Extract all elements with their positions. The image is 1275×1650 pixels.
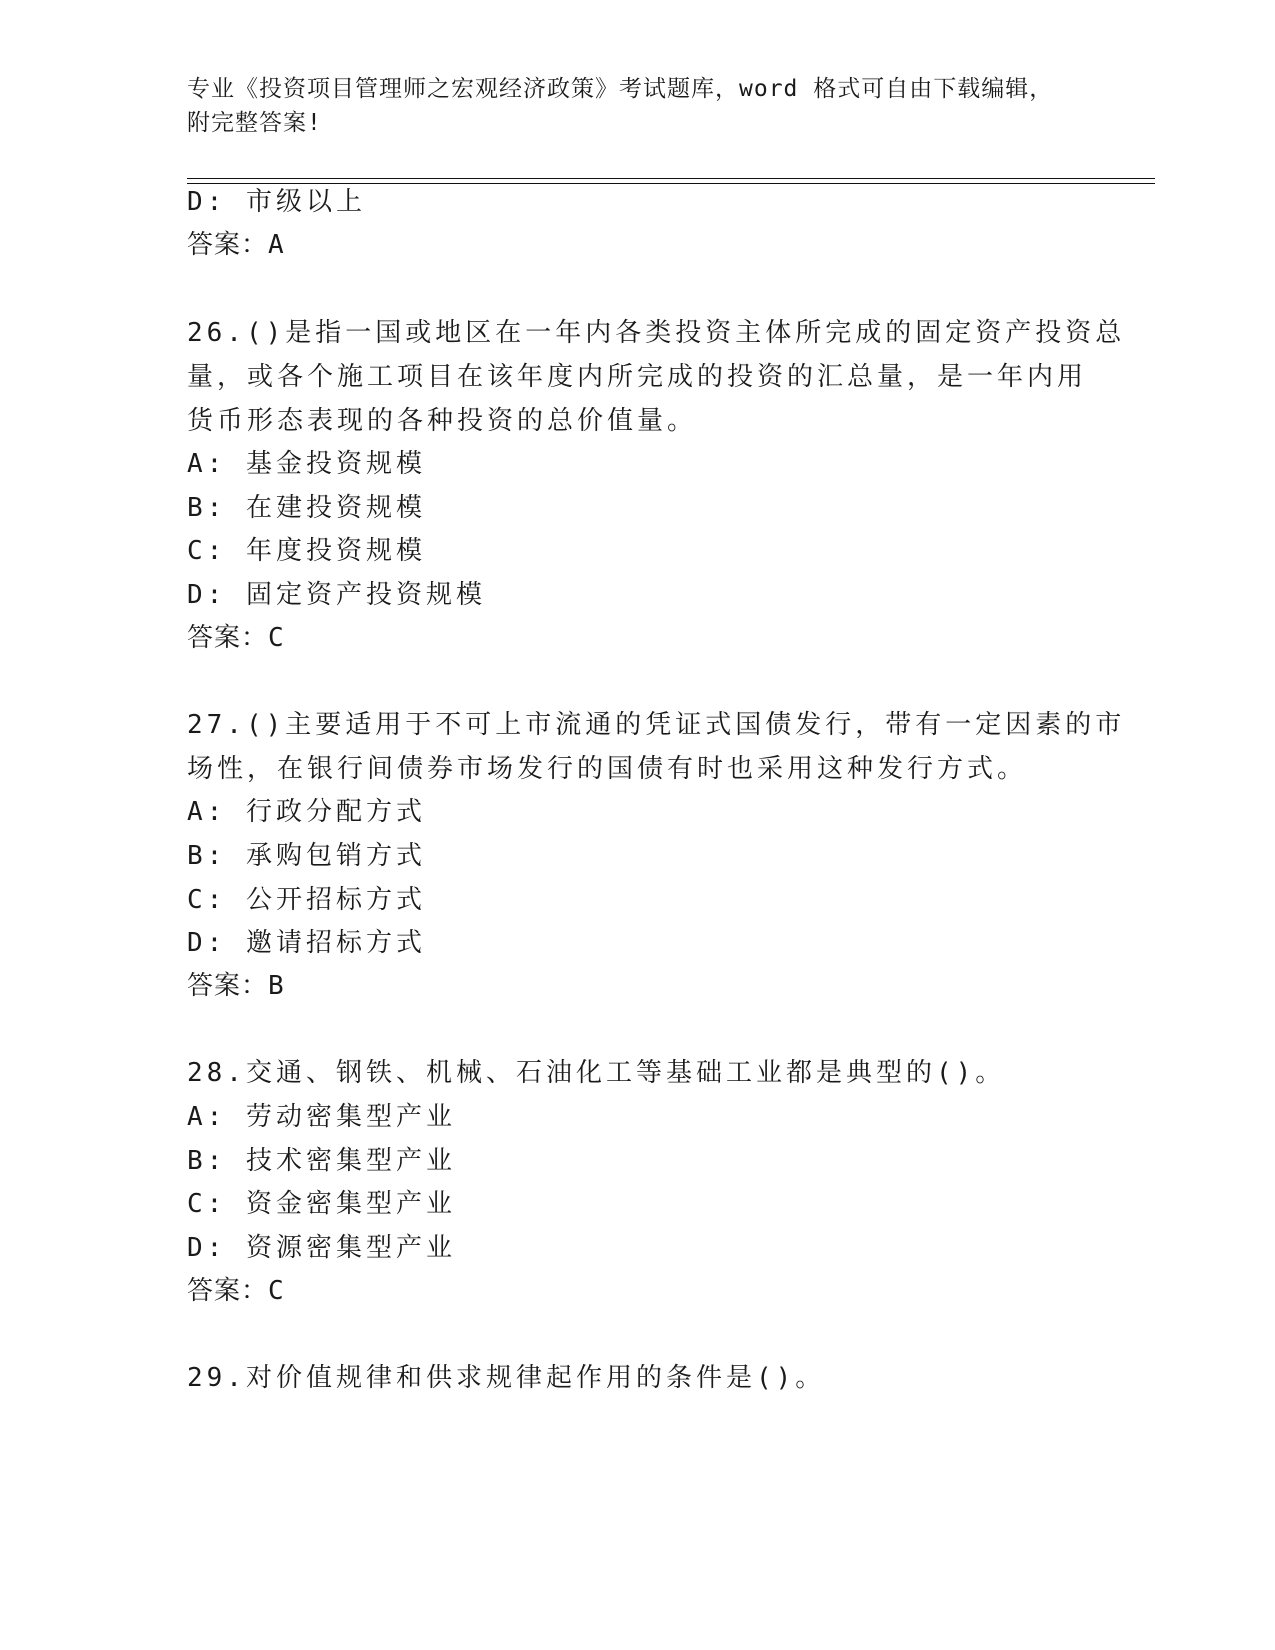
q27-answer: 答案：B — [187, 971, 285, 1001]
q27-option-a: A: 行政分配方式 — [187, 797, 426, 827]
q29-stem-line-1: 29.对价值规律和供求规律起作用的条件是()。 — [187, 1363, 826, 1393]
header-line-1: 专业《投资项目管理师之宏观经济政策》考试题库，word 格式可自由下载编辑， — [187, 76, 1054, 102]
q28-option-d: D: 资源密集型产业 — [187, 1233, 456, 1263]
document-header — [187, 72, 1087, 140]
header-divider-bottom — [187, 183, 1155, 184]
q26-option-b: B: 在建投资规模 — [187, 493, 426, 523]
q26-option-c: C: 年度投资规模 — [187, 536, 426, 566]
header-line-2: 附完整答案! — [187, 110, 322, 136]
q27-stem-line-1: 27.()主要适用于不可上市流通的凭证式国债发行，带有一定因素的市 — [187, 710, 1126, 740]
q27-option-c: C: 公开招标方式 — [187, 885, 426, 915]
q28-option-a: A: 劳动密集型产业 — [187, 1102, 456, 1132]
header-divider-top — [187, 178, 1155, 179]
q26-stem-line-2: 量，或各个施工项目在该年度内所完成的投资的汇总量，是一年内用 — [187, 362, 1088, 392]
q27-stem-line-2: 场性，在银行间债券市场发行的国债有时也采用这种发行方式。 — [187, 754, 1028, 784]
q28-answer: 答案：C — [187, 1276, 285, 1306]
q25-answer: 答案：A — [187, 230, 285, 260]
q27-option-d: D: 邀请招标方式 — [187, 928, 426, 958]
q26-option-d: D: 固定资产投资规模 — [187, 580, 486, 610]
q26-stem-line-1: 26.()是指一国或地区在一年内各类投资主体所完成的固定资产投资总 — [187, 318, 1126, 348]
q25-option-d: D: 市级以上 — [187, 187, 366, 217]
q28-option-b: B: 技术密集型产业 — [187, 1146, 456, 1176]
q27-option-b: B: 承购包销方式 — [187, 841, 426, 871]
q26-option-a: A: 基金投资规模 — [187, 449, 426, 479]
q28-option-c: C: 资金密集型产业 — [187, 1189, 456, 1219]
q26-answer: 答案：C — [187, 623, 285, 653]
q28-stem-line-1: 28.交通、钢铁、机械、石油化工等基础工业都是典型的()。 — [187, 1058, 1006, 1088]
q26-stem-line-3: 货币形态表现的各种投资的总价值量。 — [187, 406, 698, 436]
